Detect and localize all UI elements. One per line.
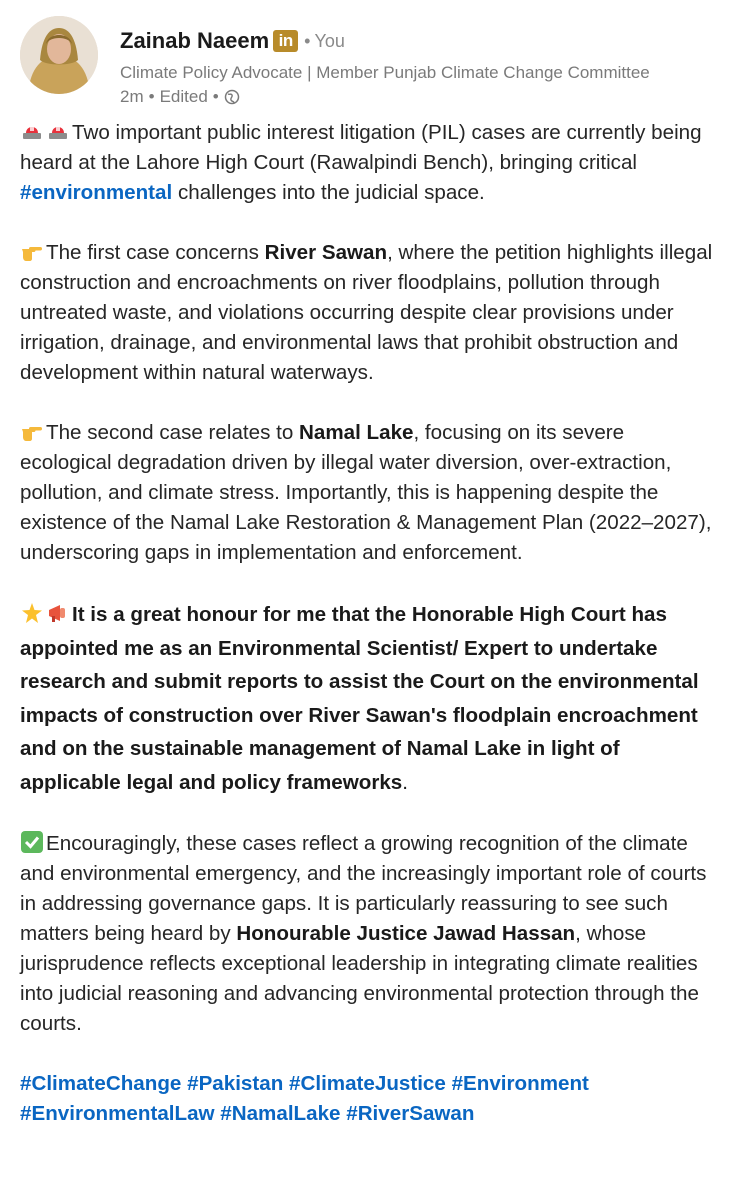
post-body [20, 118, 720, 1129]
police-light-emoji [20, 119, 44, 143]
bold-text: Namal Lake [299, 421, 414, 444]
post-paragraph-2 [20, 238, 720, 388]
post-paragraph-1 [20, 118, 720, 208]
check-mark-emoji [20, 830, 44, 854]
paragraph-text: The second case relates to [46, 421, 299, 444]
police-light-emoji [46, 119, 70, 143]
author-headline: Climate Policy Advocate | Member Punjab Climate Change Committee [120, 63, 650, 82]
hashtag-link[interactable]: #environmental [20, 181, 173, 204]
post-paragraph-5 [20, 829, 720, 1039]
paragraph-text: Encouragingly, these cases reflect a growing recognition of the climate and environmental emergency, and the increasingly important role of courts in addressing governance gaps. It is particularly reassuring to see such matters being heard by [20, 832, 707, 945]
separator-dot: • [148, 87, 155, 106]
hashtag-link[interactable]: #RiverSawan [346, 1102, 475, 1125]
pointing-hand-emoji [20, 239, 44, 263]
post-paragraph-3 [20, 418, 720, 568]
hashtag-link[interactable]: #Environment [451, 1072, 589, 1095]
paragraph-text: It is a great honour for me that the Honorable High Court has appointed me as an Environmental Scientist/ Expert to undertake research and submit reports to assist the Court on the environmental impacts of construction over River Sawan's floodplain encroachment and on the sustainable management of Namal Lake in light of applicable legal and policy frameworks [20, 603, 699, 794]
bold-text: Honourable Justice Jawad Hassan [236, 922, 576, 945]
hashtag-link[interactable]: #ClimateChange [20, 1072, 182, 1095]
hashtag-link[interactable]: #NamalLake [220, 1102, 341, 1125]
bold-text: River Sawan [264, 241, 388, 264]
paragraph-text: challenges into the judicial space. [172, 181, 485, 204]
edited-label: Edited [159, 87, 208, 106]
pointing-hand-emoji [20, 419, 44, 443]
post-meta [120, 87, 240, 107]
separator-dot: • [304, 30, 311, 51]
linkedin-badge-icon: in [273, 30, 298, 52]
post-time: 2m [120, 87, 144, 106]
paragraph-text: , whose jurisprudence reflects exceptional leadership in integrating climate realities into judicial reasoning and advancing environmental protection through the courts. [20, 922, 699, 1035]
author-name[interactable]: Zainab Naeem [120, 28, 270, 53]
hashtag-link[interactable]: #EnvironmentalLaw [20, 1102, 215, 1125]
paragraph-text: . [402, 770, 408, 794]
hashtag-link[interactable]: #Pakistan [187, 1072, 284, 1095]
post-paragraph-4 [20, 598, 720, 799]
relation-label: You [314, 30, 345, 51]
author-name-row [120, 26, 345, 56]
paragraph-text: , where the petition highlights illegal construction and encroachments on river floodplains, pollution through untreated waste, and violations occurring despite clear provisions under irrigation, drainage, and environmental laws that prohibit obstruction and development within natural waterways. [20, 241, 713, 384]
paragraph-text: , focusing on its severe ecological degradation driven by illegal water diversion, over-extraction, pollution, and climate stress. Importantly, this is happening despite the existence of the Namal Lake Restoration & Management Plan (2022–2027), underscoring gaps in implementation and enforcement. [20, 421, 712, 564]
avatar[interactable] [20, 16, 98, 94]
globe-icon[interactable] [224, 89, 240, 105]
megaphone-emoji [46, 601, 70, 625]
hashtag-link[interactable]: #ClimateJustice [289, 1072, 446, 1095]
glowing-star-emoji [20, 601, 44, 625]
paragraph-text: Two important public interest litigation (PIL) cases are currently being heard at the Lahore High Court (Rawalpindi Bench), bringing critical [20, 121, 702, 174]
separator-dot: • [212, 87, 219, 106]
hashtag-list [20, 1069, 720, 1129]
paragraph-text: The first case concerns [46, 241, 265, 264]
avatar-photo [20, 16, 98, 94]
post-header [20, 16, 720, 106]
